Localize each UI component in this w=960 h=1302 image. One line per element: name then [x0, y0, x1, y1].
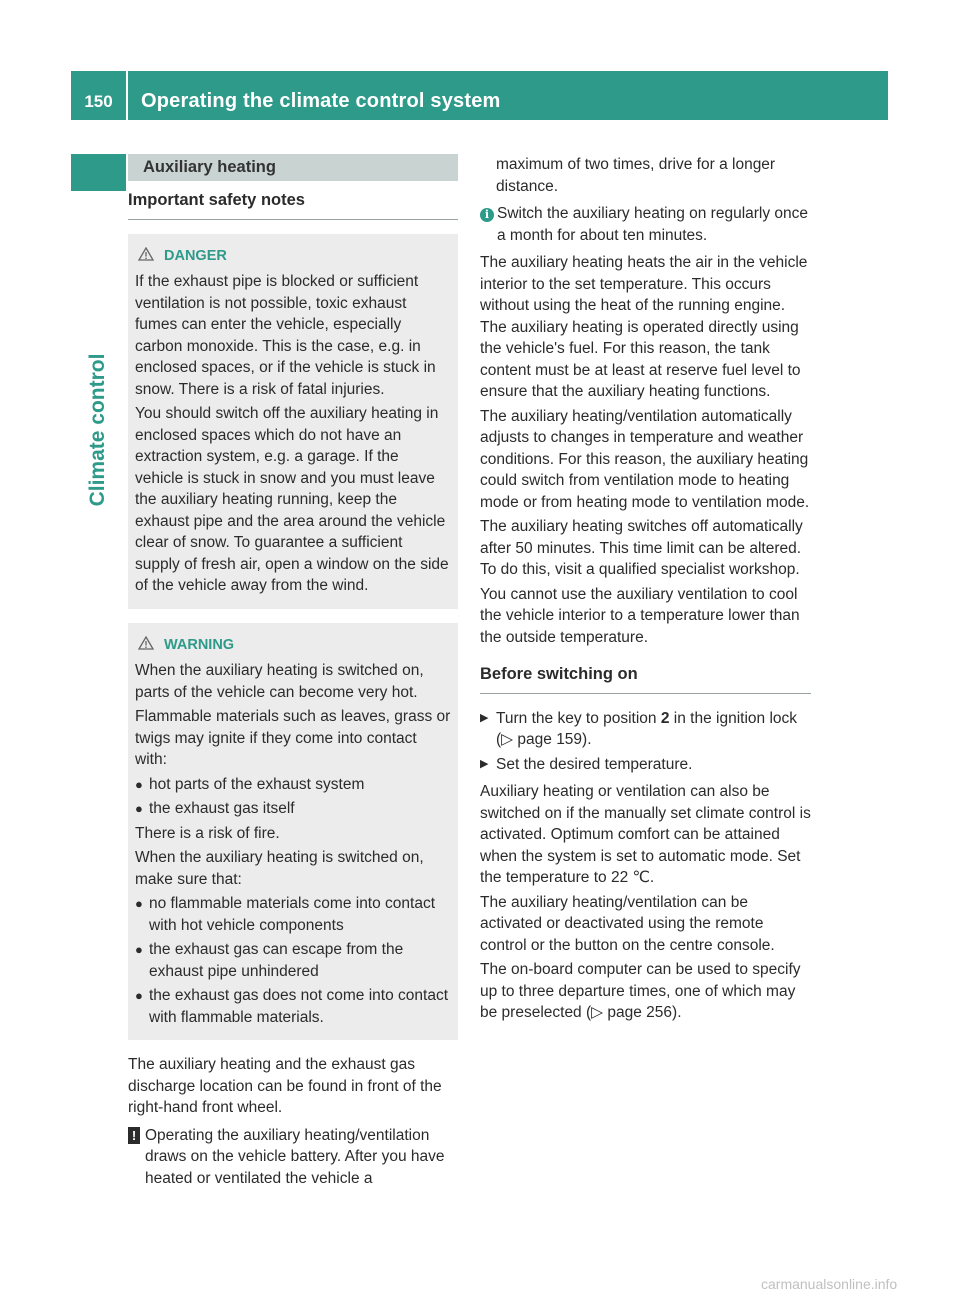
subheading-safety: Important safety notes [128, 190, 458, 220]
body-paragraph: The auxiliary heating/ventilation automatically adjusts to changes in temperature and weather conditions. For this reason, the auxiliary heating could switch from ventilation mode to heating mode or from heating mode to ventilation mode. [480, 407, 810, 511]
bullet-icon: ● [135, 776, 143, 792]
info-icon: i [480, 208, 494, 222]
warning-triangle-icon [135, 635, 164, 657]
step-item: ▶ Set the desired temperature. [480, 754, 811, 776]
info-text: Switch the auxiliary heating on regularly once a month for about ten minutes. [497, 205, 809, 244]
list-item: ● the exhaust gas itself [135, 798, 451, 820]
continued-text: maximum of two times, drive for a longer distance. [496, 156, 776, 195]
warning-label: WARNING [164, 636, 235, 653]
warning-box [128, 623, 458, 1041]
page-ref-link[interactable]: page 256). [603, 1004, 682, 1021]
warning-paragraph: There is a risk of fire. [135, 824, 280, 842]
header-divider [126, 71, 128, 120]
page-title: Operating the climate control system [141, 90, 501, 112]
body-paragraph: The auxiliary heating/ventilation can be activated or deactivated using the remote control or the button on the centre console. [480, 893, 775, 954]
list-item: ● no flammable materials come into contact with hot vehicle components [135, 893, 451, 936]
page-number: 150 [84, 92, 113, 111]
bullet-icon: ● [135, 896, 143, 911]
list-item: ● hot parts of the exhaust system [135, 774, 451, 796]
danger-header [135, 246, 451, 268]
step-arrow-icon: ▶ [480, 757, 489, 770]
page-ref-arrow-icon: ▷ [591, 1004, 604, 1021]
warning-header [135, 635, 451, 657]
side-tab [71, 200, 126, 660]
bullet-icon: ● [135, 942, 143, 957]
body-paragraph: The auxiliary heating switches off automatically after 50 minutes. This time limit can be altered. To do this, visit a qualified specialist workshop. [480, 518, 803, 578]
side-tab-label: Climate control [86, 353, 109, 507]
danger-box [128, 234, 458, 609]
right-column [480, 154, 811, 1027]
page-ref-link[interactable]: page 159). [513, 731, 592, 748]
list-item: ● the exhaust gas can escape from the exhaust pipe unhindered [135, 939, 451, 982]
warning-triangle-icon [135, 246, 164, 268]
body-paragraph: The auxiliary heating heats the air in the vehicle interior to the set temperature. This occurs without using the heat of the running engine. The auxiliary heating is operated directly using the vehicle's fuel. For this reason, the tank content must be at least at reserve fuel level to ensure that the auxiliary heating functions. [480, 254, 808, 400]
warning-paragraph: When the auxiliary heating is switched on, make sure that: [135, 849, 424, 888]
list-item: ● the exhaust gas does not come into contact with flammable materials. [135, 985, 451, 1028]
warning-paragraph: When the auxiliary heating is switched on, parts of the vehicle can become very hot. [135, 662, 424, 701]
section-title: Auxiliary heating [128, 154, 458, 181]
battery-note [128, 1125, 458, 1190]
header-bar [71, 71, 888, 120]
danger-paragraph: You should switch off the auxiliary heating in enclosed spaces which do not have an extraction system, e.g. a garage. If the vehicle is stuck in snow and you must leave the auxiliary heating running, keep the exhaust pipe and the area around the vehicle clear of snow. To guarantee a sufficient supply of fresh air, open a window on the side of the vehicle away from the wind. [135, 405, 449, 594]
step-arrow-icon: ▶ [480, 711, 489, 724]
body-paragraph: Auxiliary heating or ventilation can also be switched on if the manually set climate control is activated. Optimum comfort can be attained when the system is set to automatic mode. Set the temperature to 22 ℃. [480, 783, 811, 886]
exclamation-box-icon: ! [128, 1127, 140, 1144]
warning-paragraph: Flammable materials such as leaves, grass or twigs may ignite if they come into contact with: [135, 708, 451, 768]
danger-paragraph: If the exhaust pipe is blocked or sufficient ventilation is not possible, toxic exhaust fumes can enter the vehicle, especially carbon monoxide. This is the case, e.g. in enclosed spaces, or if the vehicle is stuck in snow. There is a risk of fatal injuries. [135, 273, 436, 398]
footer-watermark: carmanualsonline.info [761, 1276, 898, 1292]
danger-label: DANGER [164, 247, 227, 264]
bullet-icon: ● [135, 801, 143, 816]
subheading-before: Before switching on [480, 664, 811, 694]
bullet-icon: ● [135, 988, 143, 1003]
page-ref-arrow-icon: ▷ [501, 731, 514, 748]
side-color-block [71, 154, 126, 191]
body-paragraph: The on-board computer can be used to specify up to three departure times, one of which may be preselected (▷ page 256). [480, 961, 801, 1021]
body-paragraph: The auxiliary heating and the exhaust gas discharge location can be found in front of the right-hand front wheel. [128, 1056, 442, 1116]
info-note [480, 203, 811, 246]
step-item: ▶ Turn the key to position 2 in the ignition lock (▷ page 159). [480, 708, 811, 751]
note-text: Operating the auxiliary heating/ventilation draws on the vehicle battery. After you have heated or ventilated the vehicle a [145, 1126, 445, 1187]
left-column [128, 154, 458, 1195]
body-paragraph: You cannot use the auxiliary ventilation to cool the vehicle interior to a temperature lower than the outside temperature. [480, 585, 800, 646]
